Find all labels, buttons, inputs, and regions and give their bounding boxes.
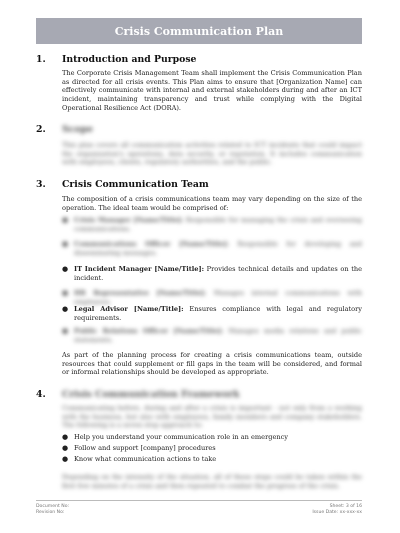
list-item: ● Legal Advisor [Name/Title]: Ensures compliance with legal and regulatory requirements. xyxy=(62,305,362,322)
section-3-closing: As part of the planning process for creating a crisis communications team, outside resources that could supplement or fill gaps in the team will be considered, and formal or informal relationships should be developed as appropriate. xyxy=(62,351,362,377)
footer-document-no: Document No: xyxy=(36,504,70,509)
list-item: ● Help you understand your communication role in an emergency xyxy=(62,433,289,441)
footer-issue-date: Issue Date: xx-xxx-xx xyxy=(312,510,362,515)
section-title: Scope xyxy=(62,124,93,135)
footer-sheet: Sheet: 3 of 16 xyxy=(329,504,362,509)
list-item: ● Know what communication actions to take xyxy=(62,455,217,463)
section-1-paragraph: The Corporate Crisis Management Team shall implement the Crisis Communication Plan as directed for all crisis events. This Plan aims to ensure that [Organization Name] can effectively communicate with internal and external stakeholders during and after an ICT incident, maintaining transparency and trust while complying with the Digital Operational Resilience Act (DORA). xyxy=(62,69,362,112)
list-item: ● HR Representative [Name/Title]: Manages internal communications with employees. xyxy=(62,289,362,306)
list-item: ● IT Incident Manager [Name/Title]: Provides technical details and updates on the incident. xyxy=(62,265,362,282)
list-item: ● Crisis Manager [Name/Title]: Responsible for managing the crisis and overseeing communications. xyxy=(62,216,362,233)
section-title: Crisis Communication Framework xyxy=(62,389,240,400)
list-item: ● Public Relations Officer [Name/Title]: Manages media relations and public statements. xyxy=(62,327,362,344)
section-title: Crisis Communication Team xyxy=(62,179,209,190)
section-4-heading xyxy=(36,389,240,400)
section-title: Introduction and Purpose xyxy=(62,54,197,65)
section-3-heading xyxy=(36,179,209,190)
section-number: 1. xyxy=(36,54,46,65)
list-item: ● Follow and support [company] procedures xyxy=(62,444,216,452)
list-item: ● Communications Officer [Name/Title]: Responsible for developing and disseminating messages. xyxy=(62,240,362,257)
section-2-paragraph: This plan covers all communication activities related to ICT incidents that could impact the organization's operations, data security, or reputation. It includes communication with employees, clients, regulatory authorities, and the public. xyxy=(62,141,362,167)
section-number: 2. xyxy=(36,124,46,135)
section-2-heading xyxy=(36,124,93,135)
section-number: 4. xyxy=(36,389,46,400)
section-3-intro: The composition of a crisis communications team may vary depending on the size of the operation. The ideal team would be comprised of: xyxy=(62,195,362,212)
footer-revision-no: Revision No: xyxy=(36,510,65,515)
section-4-intro: Communicating before, during and after a crisis is important - not only from a working with the business, but also with employees, family members and company stakeholders. The following is a seven step approach to: xyxy=(62,404,362,430)
footer-divider xyxy=(36,500,362,501)
section-1-heading xyxy=(36,54,196,65)
section-number: 3. xyxy=(36,179,46,190)
section-4-closing: Depending on the intensity of the situation, all of these steps could be taken within the first few minutes of a crisis and then repeated to combat the progress of the crisis. xyxy=(62,473,362,490)
document-title: Crisis Communication Plan xyxy=(36,18,362,44)
